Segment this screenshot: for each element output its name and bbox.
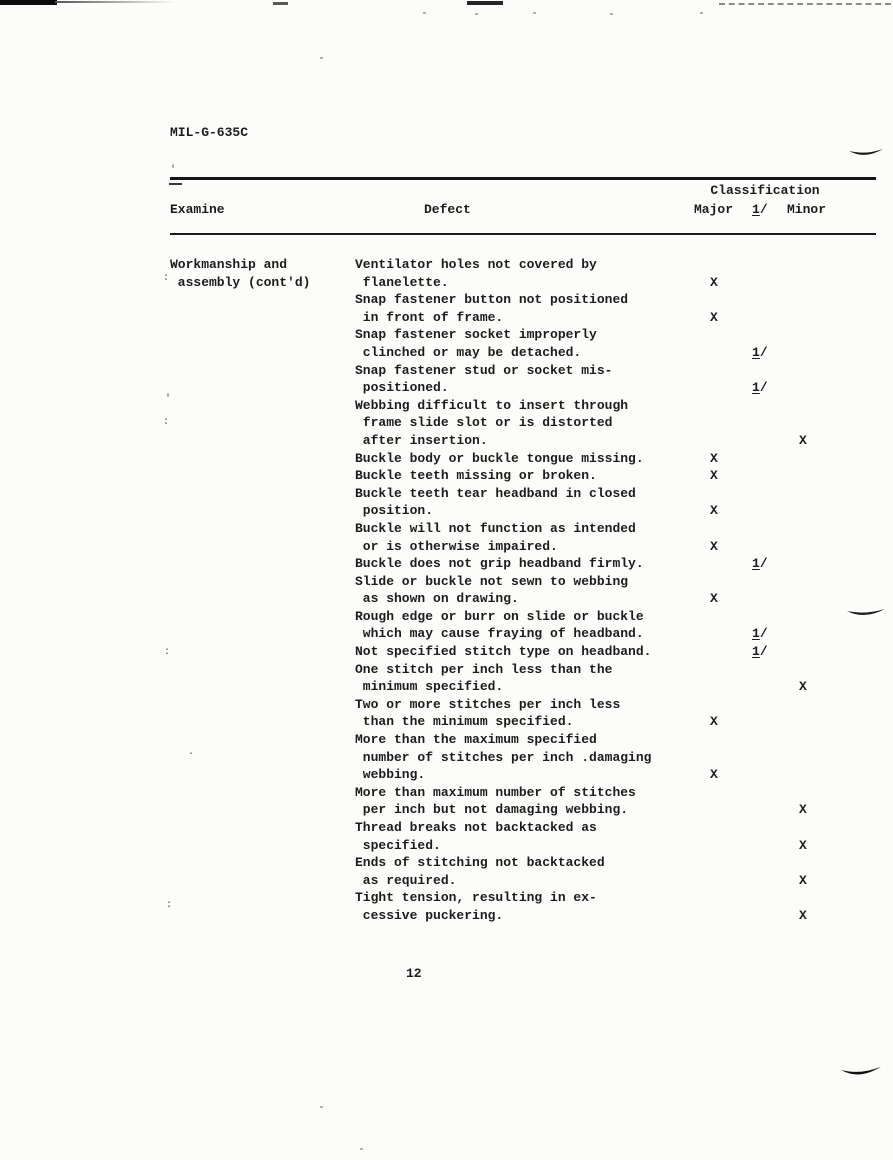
footnote-mark-cell bbox=[747, 643, 785, 661]
defect-cell: Snap fastener stud or socket mis- positioned. bbox=[355, 362, 613, 396]
examine-cell bbox=[170, 731, 355, 784]
defect-cell: One stitch per inch less than the minimum specified. bbox=[355, 661, 613, 695]
scan-artifact-margin-mark: ' bbox=[170, 165, 177, 176]
table-row bbox=[170, 362, 876, 397]
examine-cell bbox=[170, 889, 355, 924]
table-top-rule bbox=[170, 177, 876, 180]
defect-cell: Buckle teeth tear headband in closed position. bbox=[355, 485, 636, 519]
table-row bbox=[170, 291, 876, 326]
major-mark-cell bbox=[685, 326, 747, 361]
defect-cell: Ends of stitching not backtacked as required. bbox=[355, 855, 605, 888]
defect-cell: Two or more stitches per inch less than the minimum specified. bbox=[355, 696, 621, 730]
document-id: MIL-G-635C bbox=[170, 125, 249, 140]
minor-mark-cell bbox=[785, 555, 876, 573]
defect-cell: More than maximum number of stitches per inch but not damaging webbing. bbox=[355, 784, 636, 818]
classification-mark: X bbox=[799, 432, 807, 448]
defect-cell: Snap fastener button not positioned in front of frame. bbox=[355, 292, 629, 325]
classification-mark: X bbox=[799, 837, 807, 853]
major-mark-cell bbox=[685, 731, 747, 784]
table-row bbox=[170, 854, 876, 889]
minor-mark-cell bbox=[785, 256, 876, 291]
examine-cell bbox=[170, 819, 355, 854]
major-mark-cell bbox=[685, 819, 747, 854]
examine-cell bbox=[170, 573, 355, 608]
classification-mark: X bbox=[799, 802, 807, 818]
major-mark-cell bbox=[685, 450, 747, 468]
footnote-mark-cell bbox=[747, 291, 785, 326]
footnote-mark-cell bbox=[747, 889, 785, 924]
defect-cell: Thread breaks not backtacked as specified. bbox=[355, 820, 597, 853]
minor-mark-cell bbox=[785, 326, 876, 361]
table-row bbox=[170, 467, 876, 485]
examine-cell bbox=[170, 362, 355, 397]
scan-artifact-speck bbox=[700, 12, 703, 14]
table-row bbox=[170, 256, 876, 291]
classification-mark: 1/ bbox=[752, 556, 768, 572]
minor-mark-cell bbox=[785, 643, 876, 661]
column-header-examine: Examine bbox=[170, 202, 225, 217]
defect-cell: Ventilator holes not covered by flanelette. bbox=[355, 257, 597, 290]
minor-mark-cell bbox=[785, 784, 876, 819]
minor-mark-cell bbox=[785, 291, 876, 326]
ink-swoosh-mark bbox=[848, 146, 884, 161]
scan-artifact-speck bbox=[533, 12, 536, 14]
footnote-mark-cell bbox=[747, 450, 785, 468]
footnote-mark-cell bbox=[747, 485, 785, 520]
table-row bbox=[170, 819, 876, 854]
minor-mark-cell bbox=[785, 362, 876, 397]
minor-mark-cell bbox=[785, 889, 876, 924]
footnote-mark-cell bbox=[747, 555, 785, 573]
major-mark-cell bbox=[685, 889, 747, 924]
defect-cell: Buckle teeth missing or broken. bbox=[355, 468, 597, 484]
defect-cell: Slide or buckle not sewn to webbing as shown on drawing. bbox=[355, 573, 629, 607]
column-header-footnote: 1/ bbox=[752, 202, 768, 217]
table-row bbox=[170, 731, 876, 784]
scan-artifact-speck bbox=[320, 1106, 323, 1108]
footnote-mark-cell bbox=[747, 362, 785, 397]
major-mark-cell bbox=[685, 520, 747, 555]
classification-mark: X bbox=[710, 309, 718, 325]
ink-swoosh-mark bbox=[840, 1063, 882, 1081]
examine-cell bbox=[170, 326, 355, 361]
table-row bbox=[170, 555, 876, 573]
table-row bbox=[170, 397, 876, 450]
column-header-major: Major bbox=[694, 202, 734, 217]
major-mark-cell bbox=[685, 573, 747, 608]
defect-cell: Buckle body or buckle tongue missing. bbox=[355, 450, 644, 466]
classification-mark: 1/ bbox=[752, 344, 768, 360]
scan-artifact-dotted-line bbox=[719, 3, 891, 5]
column-header-minor: Minor bbox=[787, 202, 827, 217]
table-header-rule bbox=[170, 233, 876, 235]
defect-cell: Tight tension, resulting in ex- cessive puckering. bbox=[355, 890, 597, 923]
footnote-mark-cell bbox=[747, 326, 785, 361]
footnote-mark-cell bbox=[747, 696, 785, 731]
examine-cell bbox=[170, 643, 355, 661]
table-row bbox=[170, 696, 876, 731]
major-mark-cell bbox=[685, 467, 747, 485]
defect-cell: Buckle will not function as intended or is otherwise impaired. bbox=[355, 520, 636, 554]
scan-artifact-speck bbox=[610, 13, 613, 15]
footnote-mark-cell bbox=[747, 784, 785, 819]
examine-cell bbox=[170, 520, 355, 555]
footnote-mark-cell bbox=[747, 256, 785, 291]
minor-mark-cell bbox=[785, 573, 876, 608]
table-row bbox=[170, 608, 876, 643]
classification-mark: X bbox=[710, 468, 718, 484]
footnote-mark-cell bbox=[747, 520, 785, 555]
major-mark-cell bbox=[685, 661, 747, 696]
minor-mark-cell bbox=[785, 731, 876, 784]
scan-artifact-margin-mark: . bbox=[188, 747, 195, 758]
major-mark-cell bbox=[685, 555, 747, 573]
defect-cell: Webbing difficult to insert through frame slide slot or is distorted after insertion. bbox=[355, 397, 629, 448]
footnote-mark-cell bbox=[747, 854, 785, 889]
scan-artifact-speck bbox=[475, 13, 478, 15]
major-mark-cell bbox=[685, 696, 747, 731]
table-row bbox=[170, 784, 876, 819]
major-mark-cell bbox=[685, 397, 747, 450]
minor-mark-cell bbox=[785, 608, 876, 643]
minor-mark-cell bbox=[785, 661, 876, 696]
scan-artifact-margin-mark: : bbox=[163, 273, 170, 284]
footnote-mark-cell bbox=[747, 661, 785, 696]
minor-mark-cell bbox=[785, 696, 876, 731]
scan-artifact-margin-mark: : bbox=[163, 417, 170, 428]
examine-cell bbox=[170, 854, 355, 889]
scan-artifact-speck bbox=[360, 1148, 363, 1150]
classification-mark: X bbox=[710, 450, 718, 466]
table-row bbox=[170, 573, 876, 608]
classification-mark: X bbox=[710, 538, 718, 554]
major-mark-cell bbox=[685, 256, 747, 291]
scan-artifact-dash bbox=[273, 2, 288, 5]
scan-artifact-speck bbox=[320, 57, 323, 59]
minor-mark-cell bbox=[785, 520, 876, 555]
examine-cell bbox=[170, 291, 355, 326]
scan-artifact-dash bbox=[467, 1, 503, 5]
major-mark-cell bbox=[685, 854, 747, 889]
footnote-mark-cell bbox=[747, 467, 785, 485]
minor-mark-cell bbox=[785, 485, 876, 520]
defect-cell: More than the maximum specified number of stitches per inch .damaging webbing. bbox=[355, 732, 652, 783]
minor-mark-cell bbox=[785, 467, 876, 485]
classification-mark: X bbox=[799, 907, 807, 923]
scan-artifact-speck bbox=[423, 12, 426, 14]
defect-cell: Not specified stitch type on headband. bbox=[355, 644, 652, 660]
classification-mark: X bbox=[710, 767, 718, 783]
scan-artifact-top-bar-fade bbox=[55, 1, 175, 3]
classification-table bbox=[170, 170, 876, 925]
scan-artifact-margin-mark: : bbox=[166, 900, 173, 911]
column-header-row bbox=[170, 201, 876, 219]
classification-mark: X bbox=[710, 714, 718, 730]
major-mark-cell bbox=[685, 362, 747, 397]
classification-header-row bbox=[170, 182, 876, 200]
scan-artifact-margin-mark: ' bbox=[165, 394, 172, 405]
examine-cell bbox=[170, 696, 355, 731]
table-row bbox=[170, 661, 876, 696]
table-row bbox=[170, 643, 876, 661]
major-mark-cell bbox=[685, 784, 747, 819]
defect-cell: Buckle does not grip headband firmly. bbox=[355, 556, 644, 572]
examine-cell bbox=[170, 661, 355, 696]
classification-mark: X bbox=[799, 872, 807, 888]
examine-cell bbox=[170, 608, 355, 643]
table-row bbox=[170, 326, 876, 361]
footnote-mark-cell bbox=[747, 573, 785, 608]
column-header-defect: Defect bbox=[424, 202, 471, 217]
classification-mark: X bbox=[710, 503, 718, 519]
minor-mark-cell bbox=[785, 450, 876, 468]
footnote-mark-cell bbox=[747, 819, 785, 854]
examine-cell bbox=[170, 555, 355, 573]
page-number: 12 bbox=[406, 966, 422, 981]
examine-cell bbox=[170, 397, 355, 450]
examine-cell bbox=[170, 784, 355, 819]
classification-mark: X bbox=[710, 591, 718, 607]
footnote-mark-cell bbox=[747, 731, 785, 784]
examine-cell: Workmanship and assembly (cont'd) bbox=[170, 257, 311, 290]
classification-mark: 1/ bbox=[752, 380, 768, 396]
defect-cell: Snap fastener socket improperly clinched or may be detached. bbox=[355, 327, 597, 360]
table-row bbox=[170, 450, 876, 468]
classification-mark: X bbox=[710, 274, 718, 290]
examine-cell bbox=[170, 467, 355, 485]
major-mark-cell bbox=[685, 291, 747, 326]
footnote-mark-cell bbox=[747, 397, 785, 450]
classification-mark: 1/ bbox=[752, 644, 768, 660]
classification-mark: 1/ bbox=[752, 626, 768, 642]
classification-header: Classification bbox=[710, 183, 820, 198]
major-mark-cell bbox=[685, 608, 747, 643]
major-mark-cell bbox=[685, 485, 747, 520]
defect-cell: Rough edge or burr on slide or buckle which may cause fraying of headband. bbox=[355, 608, 644, 642]
table-body bbox=[170, 256, 876, 925]
classification-mark: X bbox=[799, 679, 807, 695]
scan-artifact-top-bar bbox=[0, 0, 57, 5]
minor-mark-cell bbox=[785, 397, 876, 450]
table-row bbox=[170, 485, 876, 520]
footnote-mark-cell bbox=[747, 608, 785, 643]
major-mark-cell bbox=[685, 643, 747, 661]
table-row bbox=[170, 520, 876, 555]
table-row bbox=[170, 889, 876, 924]
examine-cell bbox=[170, 450, 355, 468]
minor-mark-cell bbox=[785, 819, 876, 854]
scan-artifact-margin-mark: : bbox=[164, 647, 171, 658]
minor-mark-cell bbox=[785, 854, 876, 889]
examine-cell bbox=[170, 485, 355, 520]
